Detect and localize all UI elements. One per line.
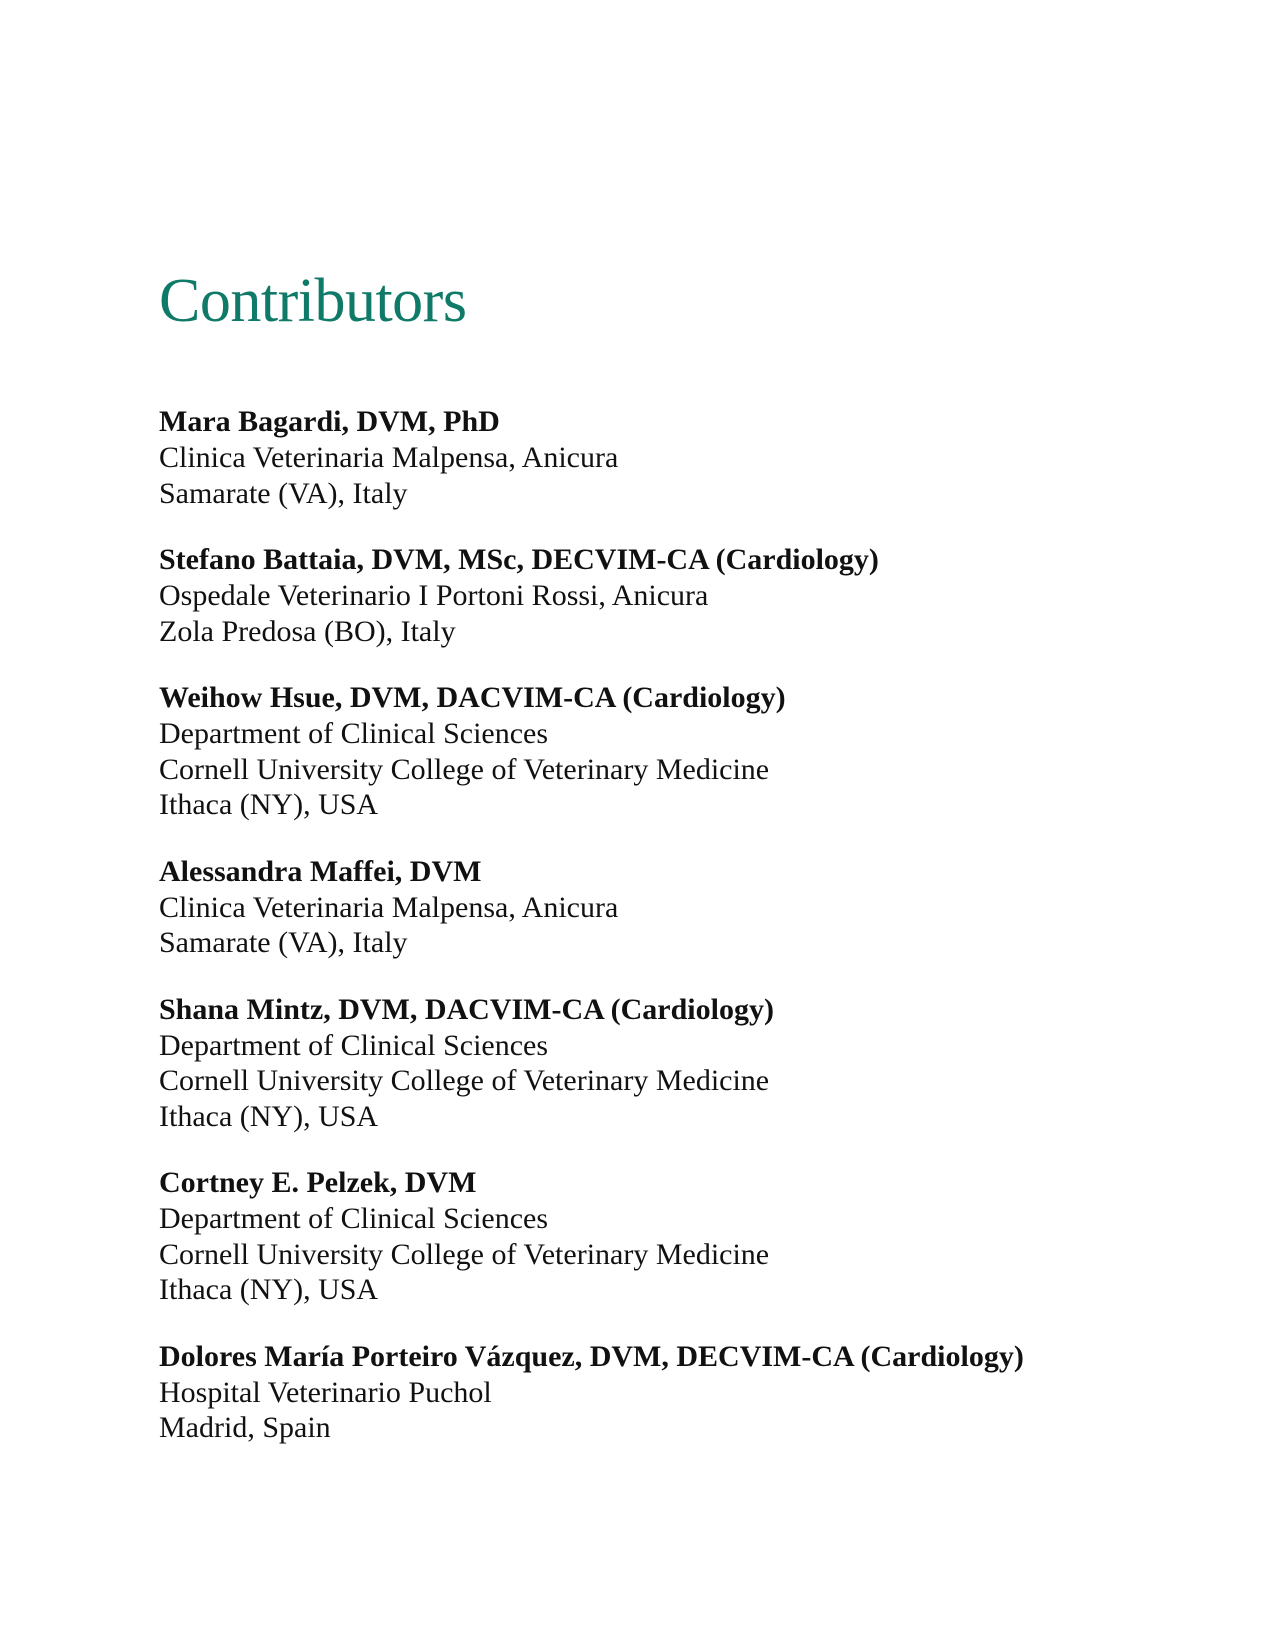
page-title: Contributors: [159, 267, 467, 335]
affiliation-line: Cornell University College of Veterinary Medicine: [159, 752, 770, 786]
contributor-name: Dolores María Porteiro Vázquez, DVM, DECVIM-CA (Cardiology): [159, 1339, 1024, 1373]
contributor-name: Weihow Hsue, DVM, DACVIM-CA (Cardiology): [159, 681, 786, 714]
contributor-entry: [159, 404, 1159, 511]
affiliation-line: Zola Predosa (BO), Italy: [159, 614, 456, 648]
affiliation-line: Clinica Veterinaria Malpensa, Anicura: [159, 890, 619, 924]
contributor-entry: [159, 1339, 1159, 1446]
affiliation-line: Hospital Veterinario Puchol: [159, 1375, 492, 1409]
contributor-name: Mara Bagardi, DVM, PhD: [159, 405, 500, 438]
contributor-entry: [159, 680, 1159, 823]
contributor-name: Shana Mintz, DVM, DACVIM-CA (Cardiology): [159, 992, 774, 1026]
contributor-entry: [159, 1165, 1159, 1308]
affiliation-line: Ithaca (NY), USA: [159, 1099, 379, 1133]
contributor-name: Alessandra Maffei, DVM: [159, 854, 482, 888]
affiliation-line: Ithaca (NY), USA: [159, 1273, 379, 1306]
affiliation-line: Samarate (VA), Italy: [159, 926, 408, 959]
contributor-entry: [159, 992, 1159, 1135]
document-page: [159, 267, 1159, 1477]
affiliation-line: Cornell University College of Veterinary Medicine: [159, 1237, 770, 1271]
contributor-entry: [159, 854, 1159, 961]
affiliation-line: Cornell University College of Veterinary Medicine: [159, 1064, 770, 1097]
contributor-name: Stefano Battaia, DVM, MSc, DECVIM-CA (Cardiology): [159, 543, 879, 576]
affiliation-line: Department of Clinical Sciences: [159, 1202, 549, 1235]
contributor-name: Cortney E. Pelzek, DVM: [159, 1166, 477, 1199]
contributor-list: [159, 404, 1159, 1446]
affiliation-line: Department of Clinical Sciences: [159, 1028, 549, 1062]
contributor-entry: [159, 542, 1159, 649]
affiliation-line: Madrid, Spain: [159, 1411, 331, 1444]
affiliation-line: Ospedale Veterinario I Portoni Rossi, Anicura: [159, 579, 709, 612]
affiliation-line: Clinica Veterinaria Malpensa, Anicura: [159, 441, 619, 474]
affiliation-line: Department of Clinical Sciences: [159, 717, 549, 750]
affiliation-line: Samarate (VA), Italy: [159, 476, 408, 510]
affiliation-line: Ithaca (NY), USA: [159, 788, 379, 821]
